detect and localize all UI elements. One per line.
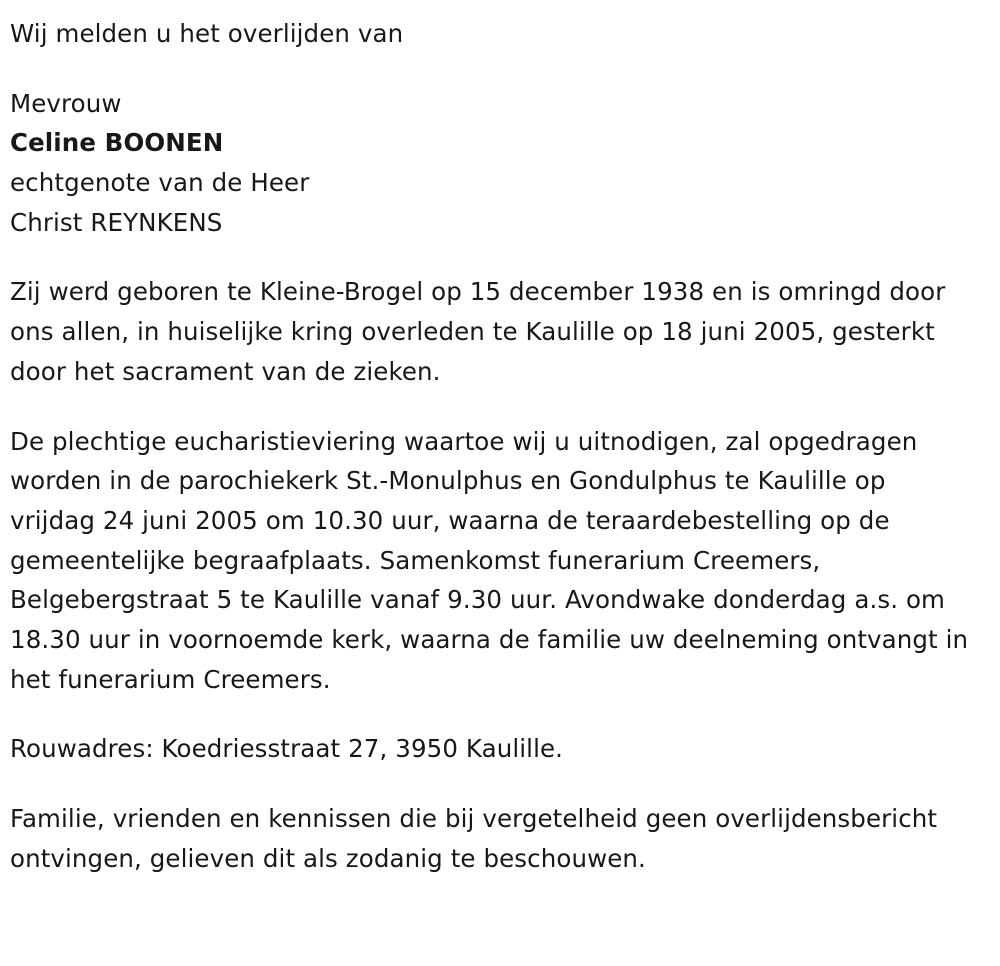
announcement-paragraph (10, 14, 978, 54)
spouse-relation-line: echtgenote van de Heer (10, 168, 310, 198)
announcement-line: Wij melden u het overlijden van (10, 19, 404, 48)
deceased-name: Celine BOONEN (10, 128, 224, 158)
service-details-paragraph: De plechtige eucharistieviering waartoe wij u uitnodigen, zal opgedragen worden in de parochiekerk St.-Monulphus en Gondulphus te Kaulille op vrijdag 24 juni 2005 om 10.30 uur, waarna de teraardebestelling op de gemeentelijke begraafplaats. Samenkomst funerarium Creemers, Belgebergstraat 5 te Kaulille vanaf 9.30 uur. Avondwake donderdag a.s. om 18.30 uur in voornoemde kerk, waarna de familie uw deelneming ontvangt in het funerarium Creemers. (10, 426, 969, 694)
birth-death-paragraph: Zij werd geboren te Kleine-Brogel op 15 december 1938 en is omringd door ons allen, in huiselijke kring overleden te Kaulille op 18 juni 2005, gesterkt door het sacrament van de zieken. (10, 277, 946, 386)
deceased-block (10, 84, 978, 243)
closing-paragraph: Familie, vrienden en kennissen die bij vergetelheid geen overlijdensbericht ontvingen, gelieven dit als zodanig te beschouwen. (10, 804, 938, 873)
spouse-name: Christ REYNKENS (10, 207, 223, 237)
mourning-address-paragraph: Rouwadres: Koedriesstraat 27, 3950 Kaulille. (10, 734, 564, 764)
salutation-line: Mevrouw (10, 88, 122, 118)
